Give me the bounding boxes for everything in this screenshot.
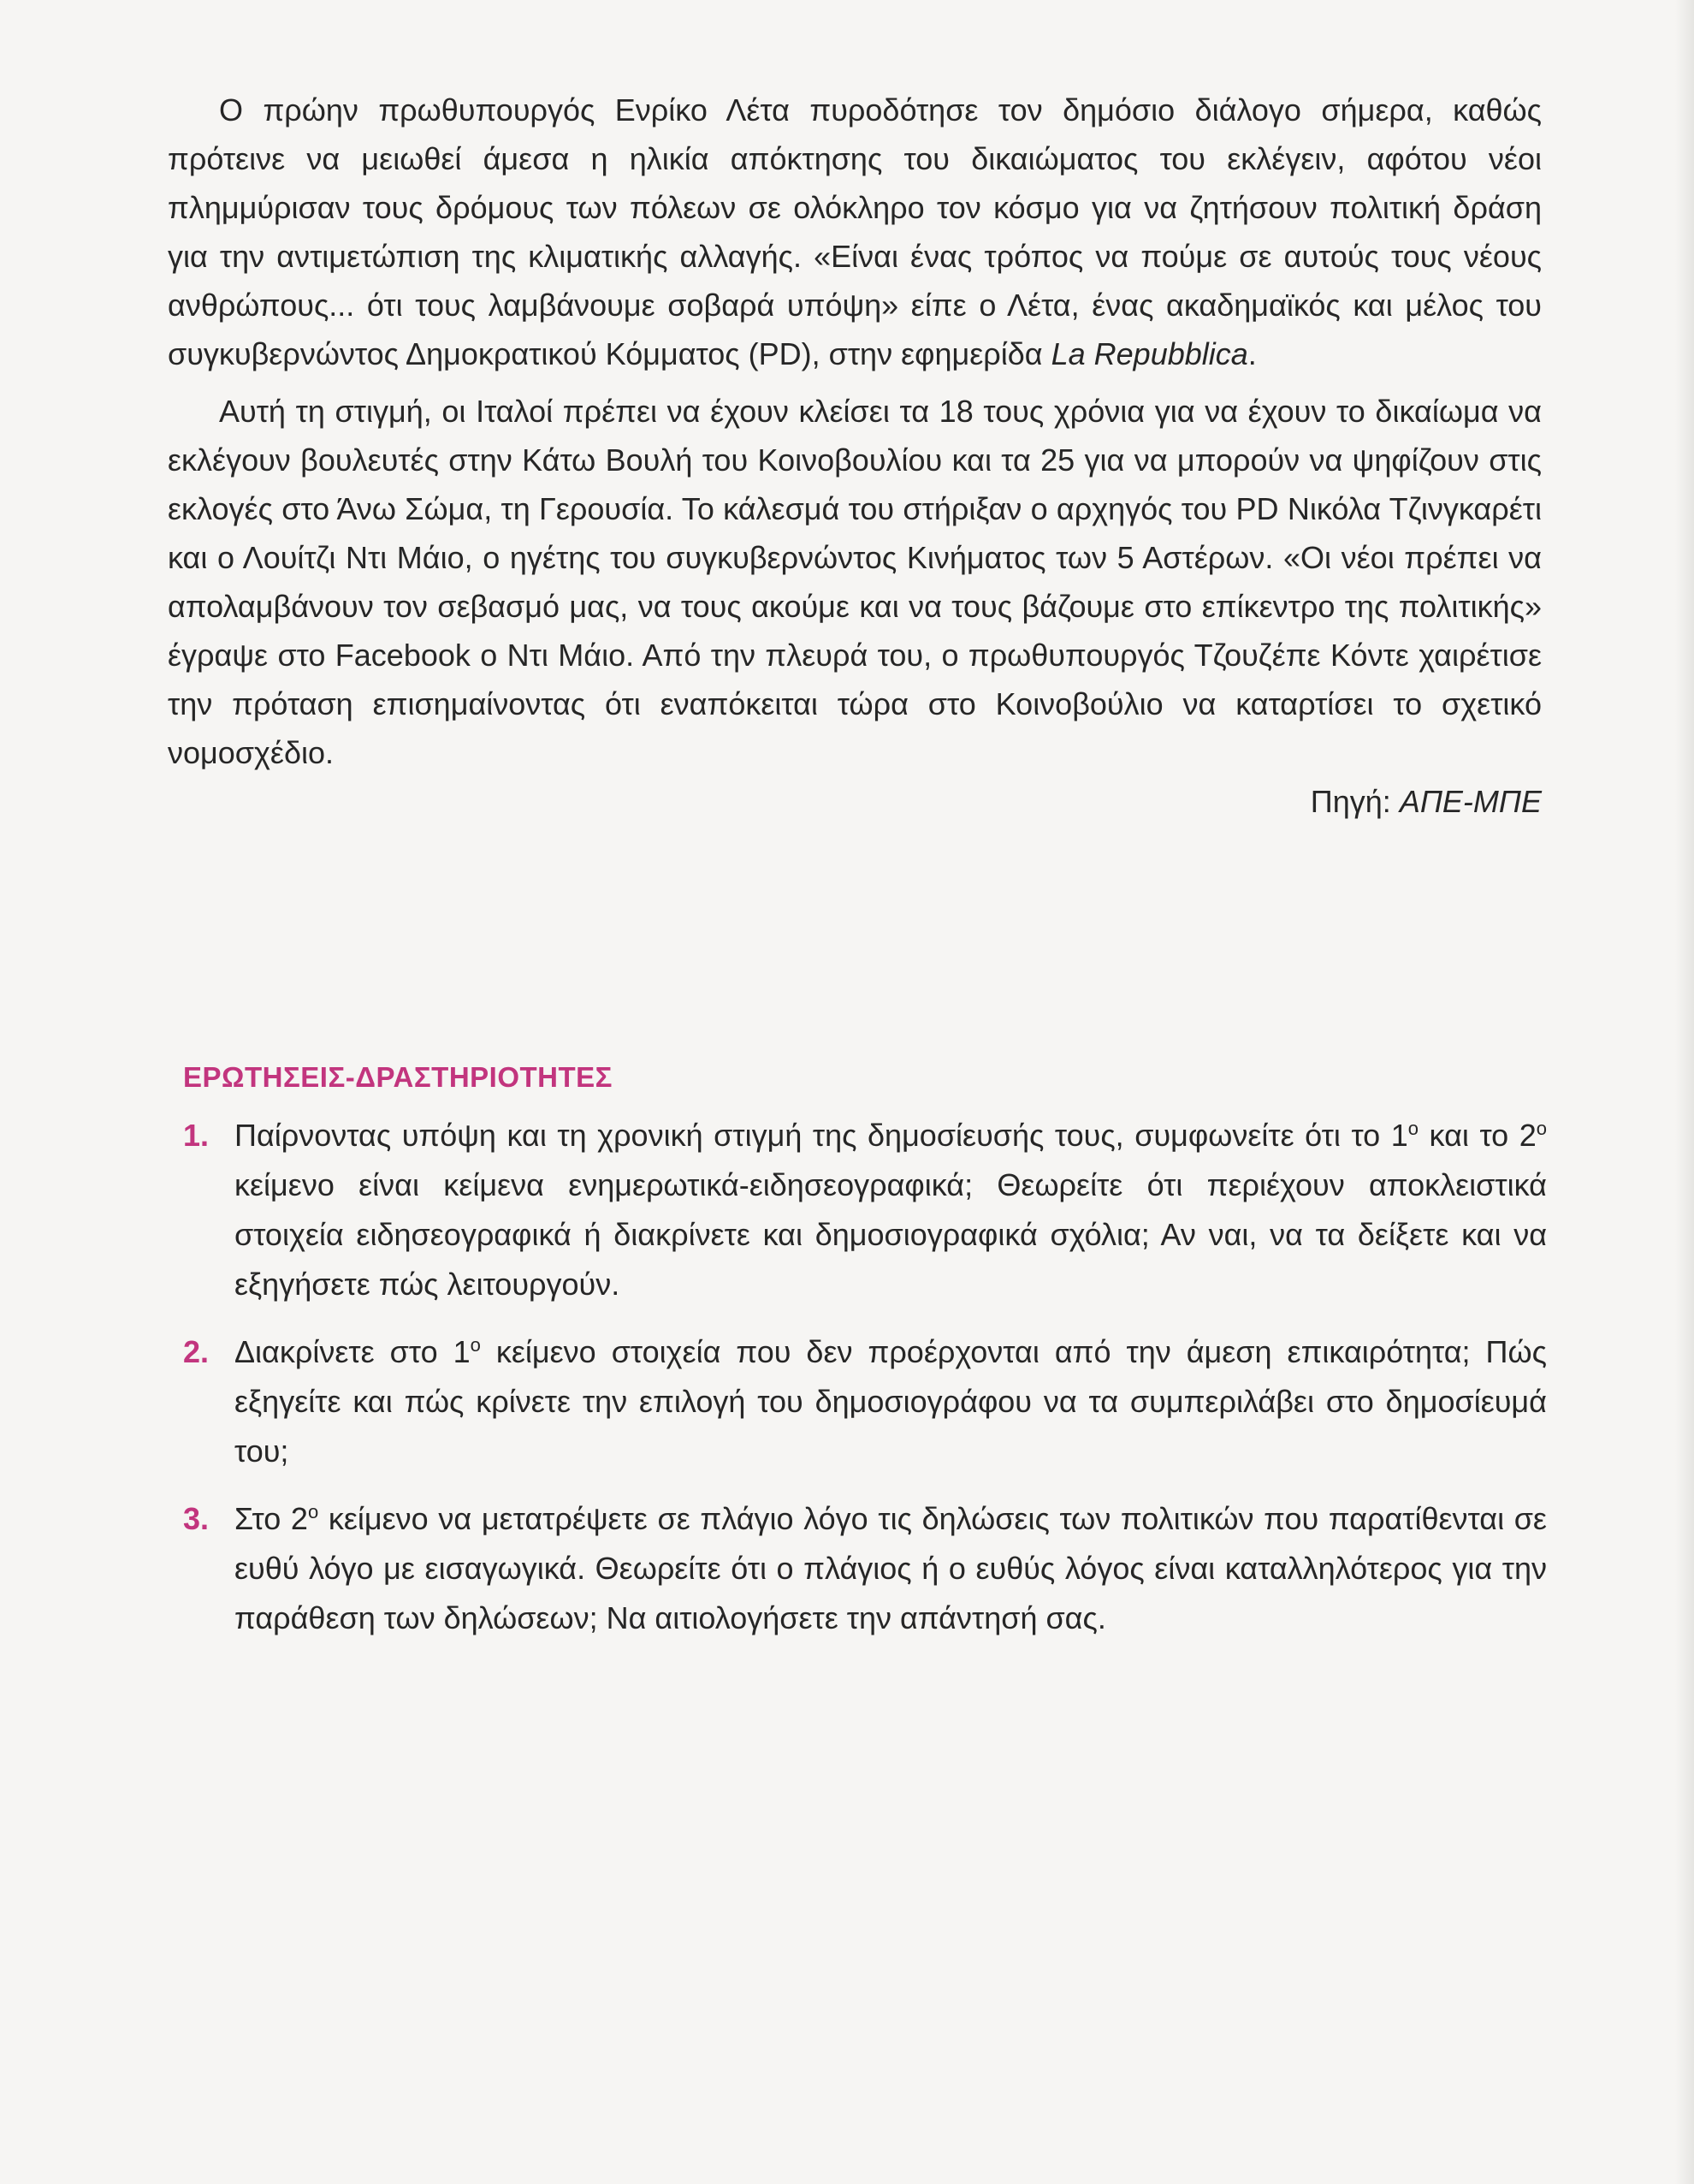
question-text: [234, 1111, 1547, 1309]
question-text-part: Διακρίνετε στο 1: [234, 1334, 471, 1369]
question-text-part: Παίρνοντας υπόψη και τη χρονική στιγμή της δημοσίευσής τους, συμφωνείτε ότι το 1: [234, 1118, 1408, 1153]
ordinal-superscript: ο: [307, 1501, 319, 1522]
question-number: 2.: [183, 1334, 210, 1369]
paragraph-1-end: .: [1247, 336, 1257, 371]
ordinal-superscript: ο: [1536, 1118, 1547, 1139]
question-number: 1.: [183, 1118, 210, 1153]
question-text-part: κείμενο στοιχεία που δεν προέρχονται από την άμεση επικαιρότητα; Πώς εξηγείτε και πώς κρίνετε την επιλογή του δημοσιογράφου να τα συμπεριλάβει στο δημοσίευμά του;: [234, 1334, 1547, 1469]
source-line: [168, 777, 1542, 826]
questions-list: [183, 1111, 1547, 1661]
newspaper-name: La Repubblica: [1051, 336, 1248, 371]
scan-edge: [1675, 0, 1694, 2184]
source-label: Πηγή:: [1310, 784, 1400, 819]
ordinal-superscript: ο: [1407, 1118, 1419, 1139]
question-item: [183, 1327, 1547, 1476]
source-name: ΑΠΕ-ΜΠΕ: [1399, 784, 1542, 819]
question-text: [234, 1327, 1547, 1476]
question-text-part: κείμενο είναι κείμενα ενημερωτικά-ειδησεογραφικά; Θεωρείτε ότι περιέχουν αποκλειστικά στοιχεία ειδησεογραφικά ή διακρίνετε και δημοσιογραφικά σχόλια; Αν ναι, να τα δείξετε και να εξηγήσετε πώς λειτουργούν.: [234, 1167, 1547, 1302]
section-title: ΕΡΩΤΗΣΕΙΣ-ΔΡΑΣΤΗΡΙΟΤΗΤΕΣ: [183, 1061, 613, 1093]
question-number: 3.: [183, 1501, 210, 1536]
article-paragraph-2: Αυτή τη στιγμή, οι Ιταλοί πρέπει να έχουν κλείσει τα 18 τους χρόνια για να έχουν το δικαίωμα να εκλέγουν βουλευτές στην Κάτω Βουλή του Κοινοβουλίου και τα 25 για να μπορούν να ψηφίζουν στις εκλογές στο Άνω Σώμα, τη Γερουσία. Το κάλεσμά του στήριξαν ο αρχηγός του PD Νικόλα Τζινγκαρέτι και ο Λουίτζι Ντι Μάιο, ο ηγέτης του συγκυβερνώντος Κινήματος των 5 Αστέρων. «Οι νέοι πρέπει να απολαμβάνουν τον σεβασμό μας, να τους ακούμε και να τους βάζουμε στο επίκεντρο της πολιτικής» έγραψε στο Facebook ο Ντι Μάιο. Από την πλευρά του, ο πρωθυπουργός Τζουζέπε Κόντε χαιρέτισε την πρόταση επισημαίνοντας ότι εναπόκειται τώρα στο Κοινοβούλιο να καταρτίσει το σχετικό νομοσχέδιο.: [168, 394, 1542, 770]
ordinal-superscript: ο: [470, 1334, 481, 1356]
paragraph-1-text: Ο πρώην πρωθυπουργός Ενρίκο Λέτα πυροδότησε τον δημόσιο διάλογο σήμερα, καθώς πρότεινε να μειωθεί άμεσα η ηλικία απόκτησης του δικαιώματος του εκλέγειν, αφότου νέοι πλημμύρισαν τους δρόμους των πόλεων σε ολόκληρο τον κόσμο για να ζητήσουν πολιτική δράση για την αντιμετώπιση της κλιματικής αλλαγής. «Είναι ένας τρόπος να πούμε σε αυτούς τους νέους ανθρώπους... ότι τους λαμβάνουμε σοβαρά υπόψη» είπε ο Λέτα, ένας ακαδημαϊκός και μέλος του συγκυβερνώντος Δημοκρατικού Κόμματος (PD), στην εφημερίδα: [168, 92, 1542, 371]
question-text-part: και το 2: [1419, 1118, 1537, 1153]
question-item: [183, 1494, 1547, 1643]
question-item: [183, 1111, 1547, 1309]
article-body: [168, 86, 1542, 826]
question-text-part: κείμενο να μετατρέψετε σε πλάγιο λόγο τις δηλώσεις των πολιτικών που παρατίθενται σε ευθύ λόγο με εισαγωγικά. Θεωρείτε ότι ο πλάγιος ή ο ευθύς λόγος είναι καταλληλότερος για την παράθεση των δηλώσεων; Να αιτιολογήσετε την απάντησή σας.: [234, 1501, 1547, 1635]
question-text: [234, 1494, 1547, 1643]
article-paragraph-1: [168, 86, 1542, 378]
question-text-part: Στο 2: [234, 1501, 308, 1536]
